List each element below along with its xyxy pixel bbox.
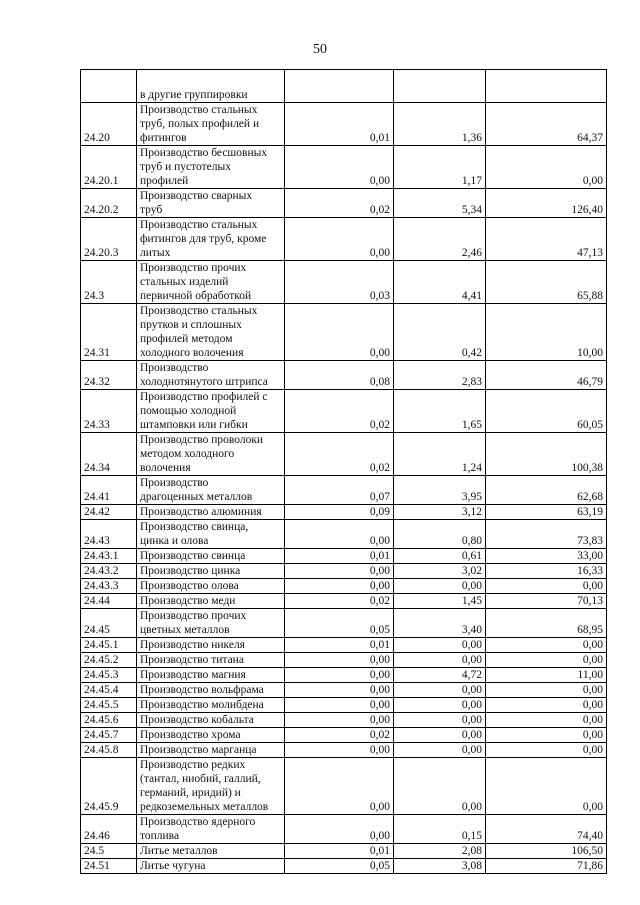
table-row [81, 218, 607, 261]
row-name: Производство кобальта [137, 713, 285, 728]
row-value-1: 0,02 [285, 390, 394, 433]
row-code: 24.33 [81, 390, 137, 433]
row-value-1: 0,00 [285, 698, 394, 713]
table-row [81, 549, 607, 564]
row-value-2: 3,40 [394, 609, 486, 638]
row-value-2: 1,24 [394, 433, 486, 476]
row-value-2: 2,08 [394, 844, 486, 859]
row-value-2: 0,00 [394, 579, 486, 594]
row-value-3: 0,00 [486, 743, 607, 758]
table-row [81, 653, 607, 668]
row-value-3: 70,13 [486, 594, 607, 609]
table-row [81, 261, 607, 304]
row-name: Производство цинка [137, 564, 285, 579]
row-value-2: 0,00 [394, 698, 486, 713]
row-value-2: 4,41 [394, 261, 486, 304]
row-value-3: 0,00 [486, 653, 607, 668]
row-value-1: 0,00 [285, 218, 394, 261]
row-value-2: 0,00 [394, 728, 486, 743]
row-name: Производство стальных прутков и сплошных профилей методом холодного волочения [137, 304, 285, 361]
row-value-3: 10,00 [486, 304, 607, 361]
row-code: 24.45.3 [81, 668, 137, 683]
row-value-2: 4,72 [394, 668, 486, 683]
table-row [81, 564, 607, 579]
row-name: Производство титана [137, 653, 285, 668]
row-value-1: 0,07 [285, 476, 394, 505]
row-value-1: 0,03 [285, 261, 394, 304]
row-name: Литье чугуна [137, 859, 285, 874]
row-value-1: 0,02 [285, 189, 394, 218]
table-row [81, 304, 607, 361]
row-value-2: 1,65 [394, 390, 486, 433]
row-value-2: 3,95 [394, 476, 486, 505]
row-name: Производство свинца [137, 549, 285, 564]
table-row [81, 476, 607, 505]
table-row [81, 713, 607, 728]
row-value-3: 16,33 [486, 564, 607, 579]
row-name: Производство ядерного топлива [137, 815, 285, 844]
row-value-1: 0,00 [285, 758, 394, 815]
row-value-2: 0,00 [394, 713, 486, 728]
row-name: Производство стальных фитингов для труб, кроме литых [137, 218, 285, 261]
row-name: Производство проволоки методом холодного волочения [137, 433, 285, 476]
row-name: Производство свинца, цинка и олова [137, 520, 285, 549]
table-row [81, 146, 607, 189]
table-row [81, 743, 607, 758]
table-row [81, 609, 607, 638]
row-code: 24.32 [81, 361, 137, 390]
row-code: 24.41 [81, 476, 137, 505]
row-code: 24.20 [81, 103, 137, 146]
row-code: 24.45.2 [81, 653, 137, 668]
row-value-2: 0,15 [394, 815, 486, 844]
table-row [81, 683, 607, 698]
row-value-3: 68,95 [486, 609, 607, 638]
row-value-3 [486, 70, 607, 103]
row-code: 24.45.8 [81, 743, 137, 758]
row-value-3: 73,83 [486, 520, 607, 549]
row-name: Производство прочих цветных металлов [137, 609, 285, 638]
row-code: 24.34 [81, 433, 137, 476]
row-value-1: 0,00 [285, 668, 394, 683]
row-value-3: 106,50 [486, 844, 607, 859]
row-value-3: 71,86 [486, 859, 607, 874]
row-value-2: 3,02 [394, 564, 486, 579]
row-code [81, 70, 137, 103]
row-name: Производство профилей с помощью холодной штамповки или гибки [137, 390, 285, 433]
table-row [81, 103, 607, 146]
row-value-3: 65,88 [486, 261, 607, 304]
table-row [81, 844, 607, 859]
row-name: Производство меди [137, 594, 285, 609]
row-value-2: 3,12 [394, 505, 486, 520]
row-value-1: 0,08 [285, 361, 394, 390]
table-row [81, 579, 607, 594]
row-value-2: 3,08 [394, 859, 486, 874]
table-row [81, 698, 607, 713]
row-code: 24.43.1 [81, 549, 137, 564]
table-row [81, 638, 607, 653]
row-name: в другие группировки [137, 70, 285, 103]
row-value-3: 47,13 [486, 218, 607, 261]
row-code: 24.44 [81, 594, 137, 609]
row-value-2: 2,83 [394, 361, 486, 390]
row-code: 24.20.2 [81, 189, 137, 218]
row-code: 24.45.1 [81, 638, 137, 653]
row-code: 24.43.2 [81, 564, 137, 579]
row-value-2: 2,46 [394, 218, 486, 261]
row-name: Производство марганца [137, 743, 285, 758]
row-code: 24.43 [81, 520, 137, 549]
table-row [81, 728, 607, 743]
row-value-2: 0,00 [394, 758, 486, 815]
row-value-3: 74,40 [486, 815, 607, 844]
table-row [81, 70, 607, 103]
row-value-2: 0,00 [394, 683, 486, 698]
row-code: 24.45.5 [81, 698, 137, 713]
row-value-2 [394, 70, 486, 103]
row-value-2: 0,80 [394, 520, 486, 549]
row-value-1: 0,01 [285, 638, 394, 653]
row-name: Производство редких (тантал, ниобий, галлий, германий, иридий) и редкоземельных металлов [137, 758, 285, 815]
data-table [80, 69, 607, 874]
row-code: 24.45.4 [81, 683, 137, 698]
row-value-1: 0,05 [285, 859, 394, 874]
row-value-1: 0,09 [285, 505, 394, 520]
row-value-1: 0,01 [285, 844, 394, 859]
row-value-1: 0,01 [285, 549, 394, 564]
row-name: Производство сварных труб [137, 189, 285, 218]
row-value-1: 0,00 [285, 564, 394, 579]
row-value-1: 0,00 [285, 683, 394, 698]
row-value-2: 1,45 [394, 594, 486, 609]
row-value-1: 0,02 [285, 433, 394, 476]
row-name: Производство хрома [137, 728, 285, 743]
row-value-3: 11,00 [486, 668, 607, 683]
row-code: 24.51 [81, 859, 137, 874]
row-value-2: 1,17 [394, 146, 486, 189]
row-code: 24.20.1 [81, 146, 137, 189]
row-value-3: 0,00 [486, 146, 607, 189]
row-name: Производство магния [137, 668, 285, 683]
row-name: Производство олова [137, 579, 285, 594]
row-value-3: 0,00 [486, 698, 607, 713]
row-value-2: 5,34 [394, 189, 486, 218]
row-code: 24.45.9 [81, 758, 137, 815]
page-number: 50 [313, 42, 327, 57]
table-row [81, 594, 607, 609]
row-name: Литье металлов [137, 844, 285, 859]
row-code: 24.45 [81, 609, 137, 638]
row-value-3: 63,19 [486, 505, 607, 520]
row-value-2: 0,42 [394, 304, 486, 361]
table-row [81, 390, 607, 433]
row-value-2: 0,00 [394, 653, 486, 668]
row-code: 24.5 [81, 844, 137, 859]
row-name: Производство прочих стальных изделий первичной обработкой [137, 261, 285, 304]
table-row [81, 815, 607, 844]
table-row [81, 520, 607, 549]
row-value-2: 0,61 [394, 549, 486, 564]
row-value-3: 33,00 [486, 549, 607, 564]
row-code: 24.42 [81, 505, 137, 520]
row-code: 24.3 [81, 261, 137, 304]
row-code: 24.46 [81, 815, 137, 844]
row-value-3: 126,40 [486, 189, 607, 218]
row-name: Производство драгоценных металлов [137, 476, 285, 505]
table-row [81, 668, 607, 683]
row-name: Производство алюминия [137, 505, 285, 520]
row-code: 24.31 [81, 304, 137, 361]
row-value-1: 0,00 [285, 146, 394, 189]
row-value-3: 0,00 [486, 713, 607, 728]
row-value-3: 64,37 [486, 103, 607, 146]
row-value-1: 0,02 [285, 594, 394, 609]
row-code: 24.45.7 [81, 728, 137, 743]
row-value-1: 0,00 [285, 579, 394, 594]
table-row [81, 361, 607, 390]
row-value-3: 60,05 [486, 390, 607, 433]
row-value-1: 0,05 [285, 609, 394, 638]
row-value-1: 0,00 [285, 815, 394, 844]
row-value-1: 0,00 [285, 743, 394, 758]
row-code: 24.43.3 [81, 579, 137, 594]
row-value-2: 0,00 [394, 743, 486, 758]
table-row [81, 189, 607, 218]
table-row [81, 505, 607, 520]
row-value-1 [285, 70, 394, 103]
row-value-3: 62,68 [486, 476, 607, 505]
row-value-3: 0,00 [486, 638, 607, 653]
row-name: Производство стальных труб, полых профилей и фитингов [137, 103, 285, 146]
row-name: Производство молибдена [137, 698, 285, 713]
row-value-2: 0,00 [394, 638, 486, 653]
row-value-1: 0,01 [285, 103, 394, 146]
row-value-3: 0,00 [486, 728, 607, 743]
row-value-2: 1,36 [394, 103, 486, 146]
row-value-3: 46,79 [486, 361, 607, 390]
row-code: 24.20.3 [81, 218, 137, 261]
table-row [81, 758, 607, 815]
row-value-3: 0,00 [486, 758, 607, 815]
row-value-3: 0,00 [486, 683, 607, 698]
row-code: 24.45.6 [81, 713, 137, 728]
table-row [81, 859, 607, 874]
row-value-1: 0,00 [285, 713, 394, 728]
row-value-3: 0,00 [486, 579, 607, 594]
row-name: Производство вольфрама [137, 683, 285, 698]
row-value-1: 0,00 [285, 653, 394, 668]
row-name: Производство никеля [137, 638, 285, 653]
row-value-3: 100,38 [486, 433, 607, 476]
row-name: Производство бесшовных труб и пустотелых профилей [137, 146, 285, 189]
row-value-1: 0,02 [285, 728, 394, 743]
row-value-1: 0,00 [285, 520, 394, 549]
row-value-1: 0,00 [285, 304, 394, 361]
table-row [81, 433, 607, 476]
row-name: Производство холоднотянутого штрипса [137, 361, 285, 390]
